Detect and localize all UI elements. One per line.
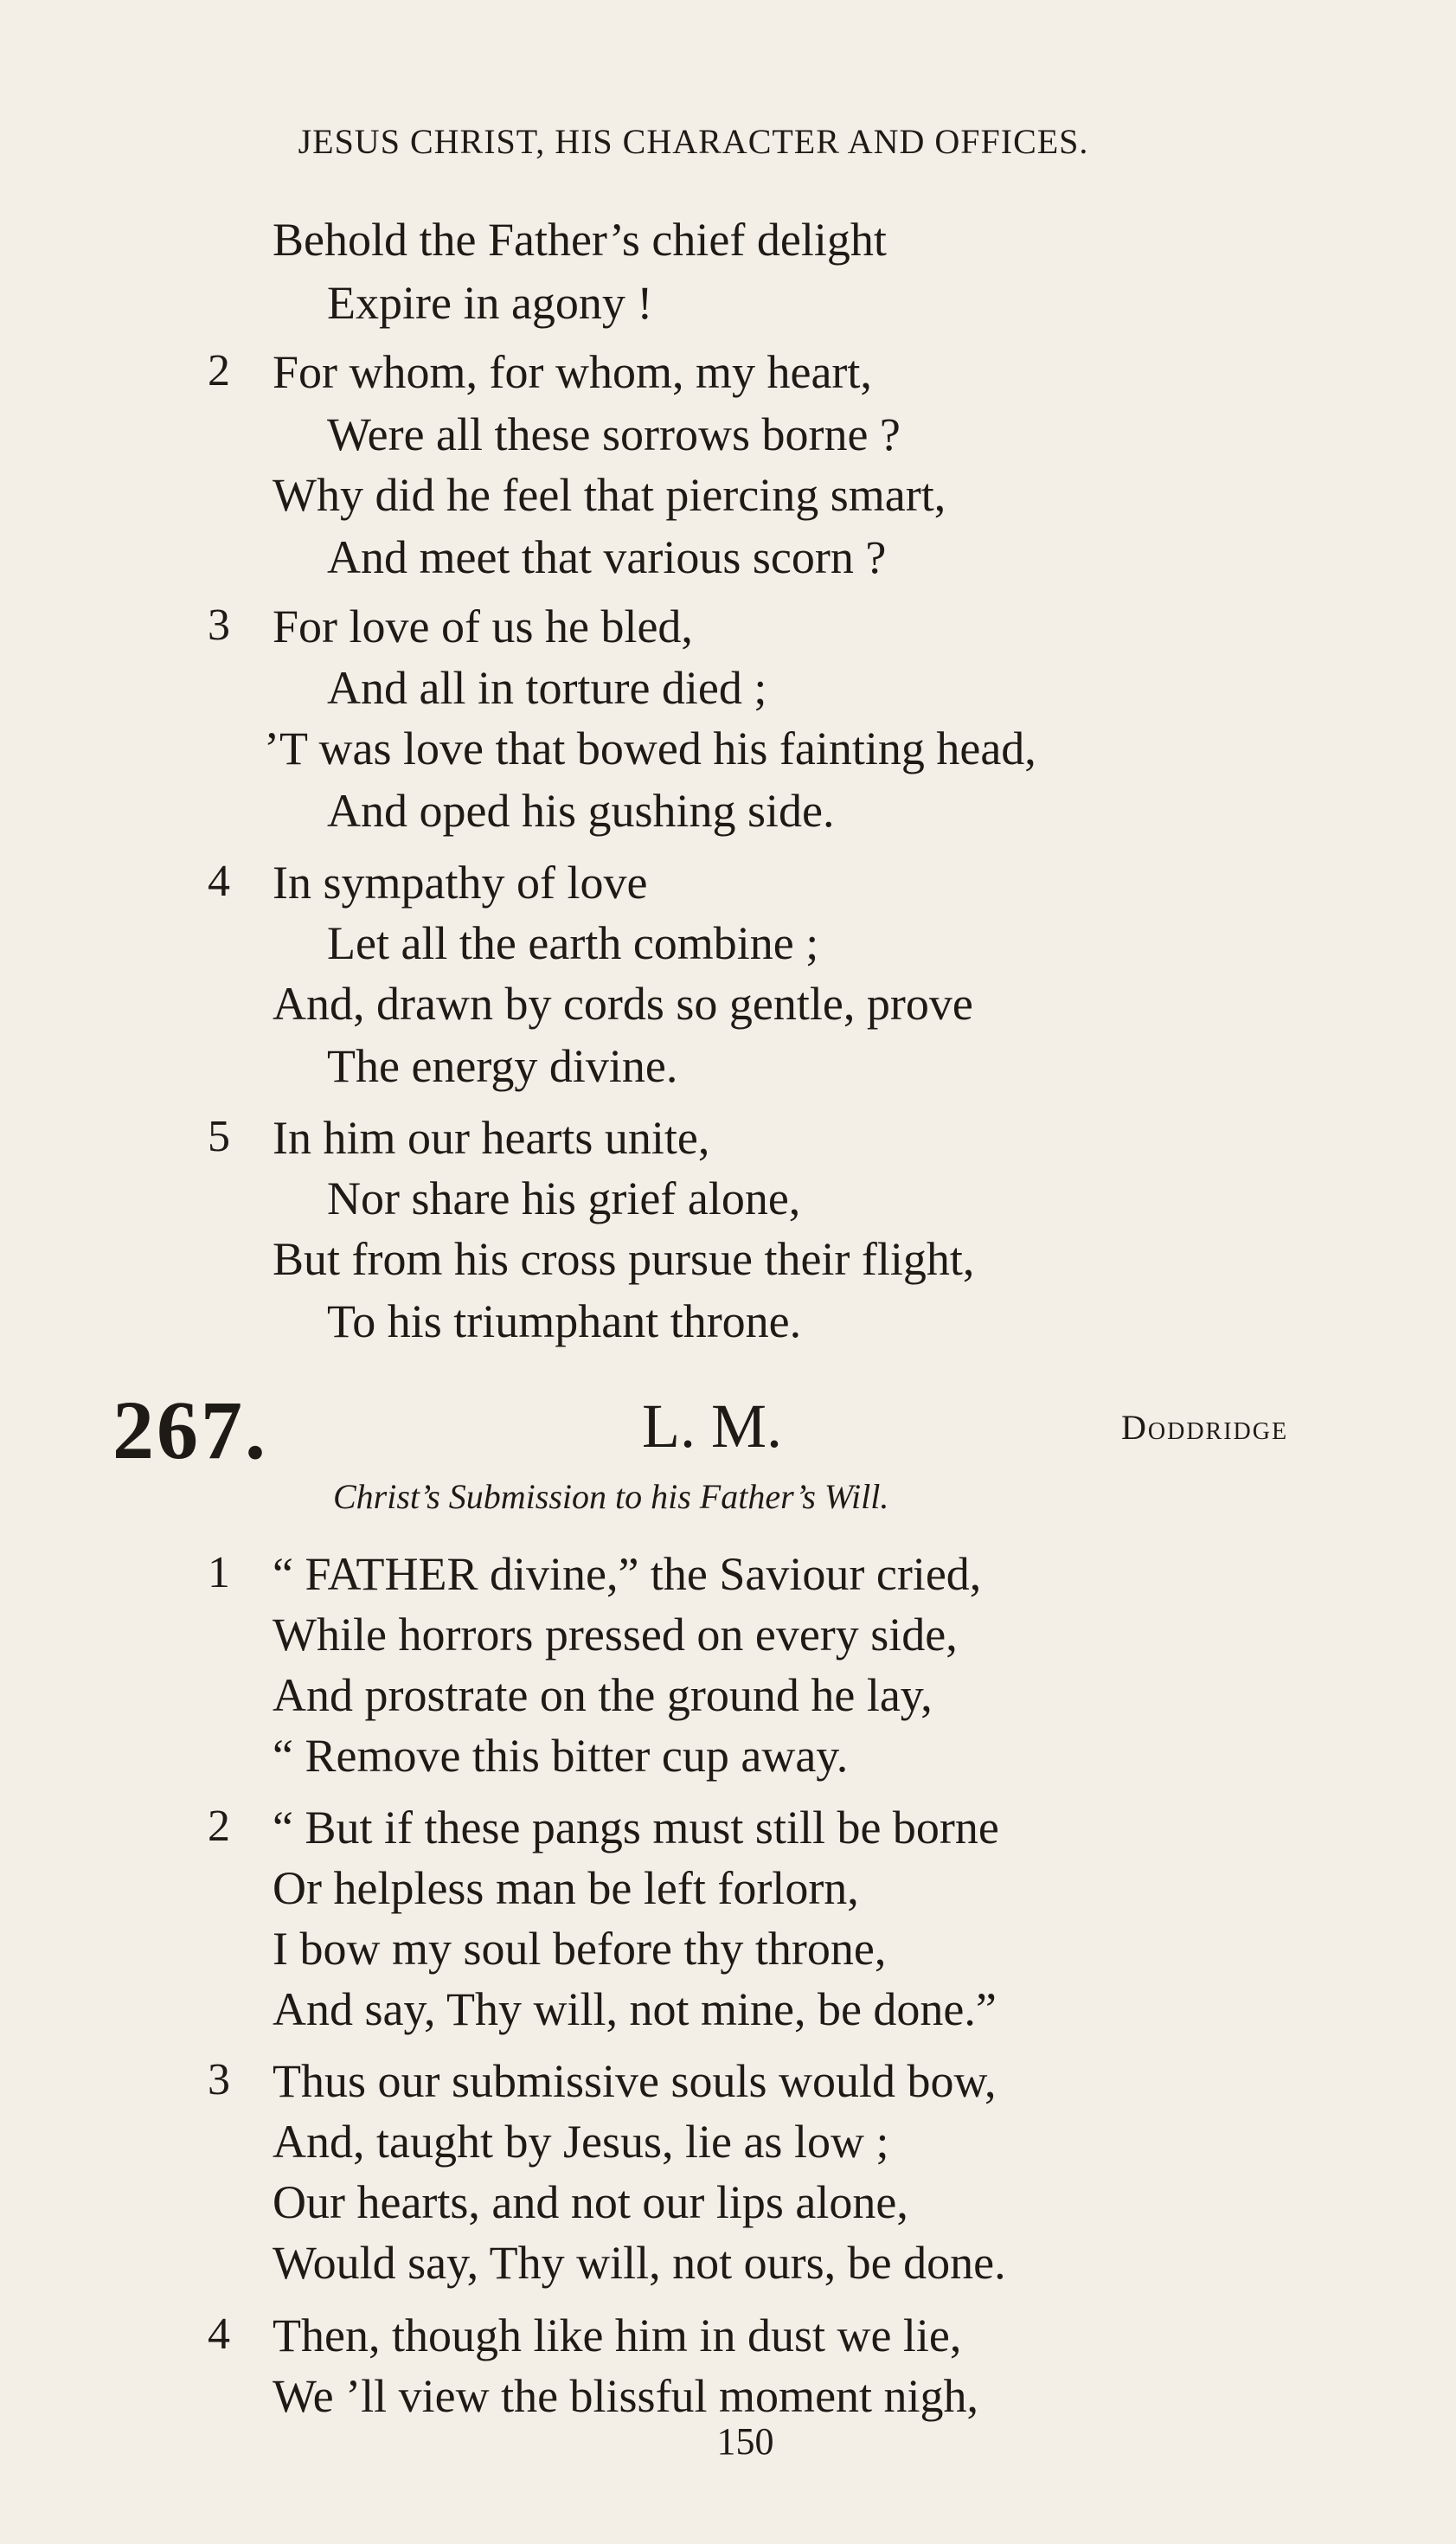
verse-line: And oped his gushing side. bbox=[327, 785, 835, 837]
verse-line: While horrors pressed on every side, bbox=[273, 1609, 958, 1661]
verse-line: “ FATHER divine,” the Saviour cried, bbox=[273, 1548, 982, 1600]
verse-line: And, taught by Jesus, lie as low ; bbox=[273, 2116, 889, 2168]
verse-line: And all in torture died ; bbox=[327, 662, 767, 714]
verse-line: And prostrate on the ground he lay, bbox=[273, 1669, 933, 1721]
verse-line: Were all these sorrows borne ? bbox=[327, 408, 901, 460]
verse-line: In sympathy of love bbox=[273, 857, 648, 909]
verse-number: 4 bbox=[208, 2310, 230, 2359]
hymn-subtitle: Christ’s Submission to his Father’s Will. bbox=[333, 1477, 889, 1516]
verse-line: And meet that various scorn ? bbox=[327, 531, 887, 583]
verse-number: 2 bbox=[208, 1802, 230, 1851]
verse-line: Then, though like him in dust we lie, bbox=[273, 2310, 962, 2361]
verse-line: Behold the Father’s chief delight bbox=[273, 214, 887, 266]
verse-line: For love of us he bled, bbox=[273, 601, 693, 652]
verse-line: Would say, Thy will, not ours, be done. bbox=[273, 2237, 1006, 2289]
verse-line: Our hearts, and not our lips alone, bbox=[273, 2176, 908, 2228]
verse-line: Thus our submissive souls would bow, bbox=[273, 2055, 997, 2107]
verse-number: 5 bbox=[208, 1112, 230, 1161]
verse-line: But from his cross pursue their flight, bbox=[273, 1233, 975, 1285]
hymn-number: 267. bbox=[112, 1384, 268, 1476]
verse-number: 2 bbox=[208, 346, 230, 395]
verse-number: 3 bbox=[208, 601, 230, 650]
verse-number: 4 bbox=[208, 857, 230, 906]
page-number: 150 bbox=[716, 2420, 774, 2463]
verse-line: Or helpless man be left forlorn, bbox=[273, 1862, 859, 1914]
hymn-author: Doddridge bbox=[1121, 1408, 1289, 1447]
verse-line: Let all the earth combine ; bbox=[327, 917, 819, 969]
hymn-meter: L. M. bbox=[642, 1391, 782, 1461]
verse-line: “ But if these pangs must still be borne bbox=[273, 1802, 999, 1853]
verse-line: ’T was love that bowed his fainting head, bbox=[264, 723, 1036, 774]
verse-line: “ Remove this bitter cup away. bbox=[273, 1730, 849, 1782]
verse-line: The energy divine. bbox=[327, 1040, 678, 1092]
verse-line: Expire in agony ! bbox=[327, 277, 653, 329]
verse-number: 1 bbox=[208, 1548, 230, 1597]
verse-line: I bow my soul before thy throne, bbox=[273, 1923, 887, 1975]
verse-line: And, drawn by cords so gentle, prove bbox=[273, 978, 973, 1030]
verse-number: 3 bbox=[208, 2055, 230, 2104]
verse-line: In him our hearts unite, bbox=[273, 1112, 710, 1164]
verse-line: Nor share his grief alone, bbox=[327, 1172, 801, 1224]
verse-line: To his triumphant throne. bbox=[327, 1295, 802, 1347]
verse-line: We ’ll view the blissful moment nigh, bbox=[273, 2370, 979, 2422]
verse-line: Why did he feel that piercing smart, bbox=[273, 469, 946, 521]
verse-line: For whom, for whom, my heart, bbox=[273, 346, 872, 398]
verse-line: And say, Thy will, not mine, be done.” bbox=[273, 1983, 997, 2035]
running-head: JESUS CHRIST, HIS CHARACTER AND OFFICES. bbox=[298, 122, 1089, 161]
